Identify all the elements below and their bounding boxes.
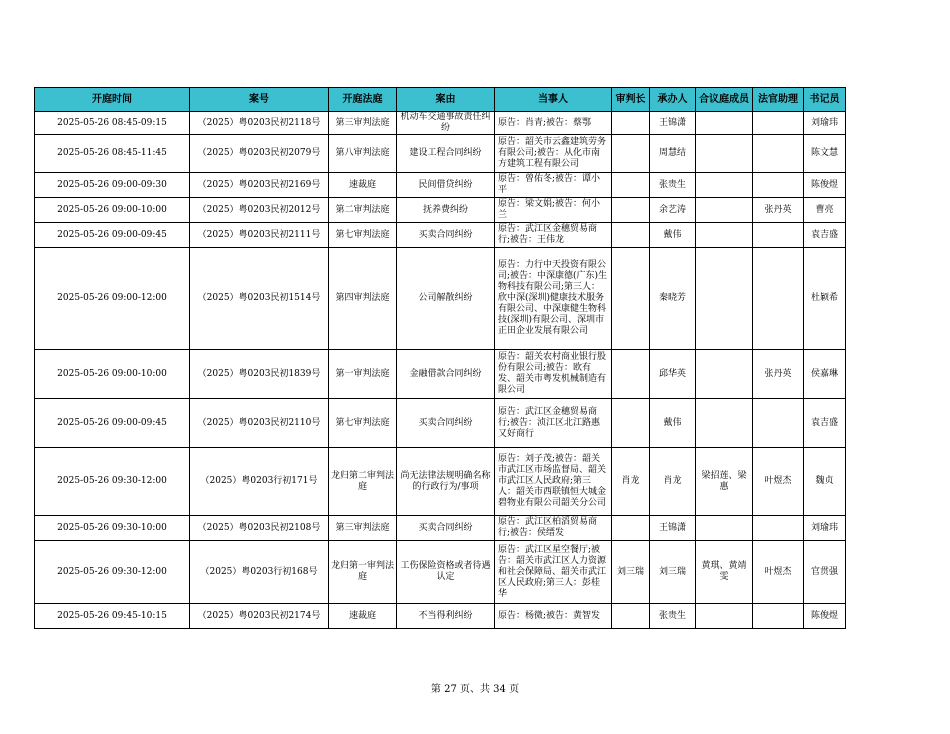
- judge-assistant-cell: [753, 135, 804, 173]
- courtroom-cell: 龙归第二审判法庭: [329, 448, 397, 516]
- hearing-time-cell: 2025-05-26 08:45-11:45: [35, 135, 190, 173]
- table-body: [35, 112, 846, 629]
- column-header: 合议庭成员: [696, 88, 753, 112]
- case-number-cell: （2025）粤0203民初1839号: [190, 350, 329, 399]
- hearing-time-cell: 2025-05-26 09:00-09:45: [35, 399, 190, 448]
- clerk-cell: 陈俊煜: [804, 604, 846, 629]
- presiding-judge-cell: [612, 135, 650, 173]
- presiding-judge-cell: [612, 516, 650, 541]
- clerk-cell: 刘瑜玮: [804, 112, 846, 135]
- presiding-judge-cell: [612, 604, 650, 629]
- panel-members-cell: 梁招莲、梁惠: [696, 448, 753, 516]
- judge-assistant-cell: [753, 399, 804, 448]
- table-row: [35, 604, 846, 629]
- clerk-cell: 袁吉盛: [804, 399, 846, 448]
- courtroom-cell: 第三审判法庭: [329, 112, 397, 135]
- courtroom-cell: 龙归第一审判法庭: [329, 541, 397, 604]
- clerk-cell: 魏贞: [804, 448, 846, 516]
- header-row: [35, 88, 846, 112]
- table-row: [35, 198, 846, 223]
- hearing-time-cell: 2025-05-26 09:00-10:00: [35, 198, 190, 223]
- table-row: [35, 448, 846, 516]
- cause-cell: 民间借贷纠纷: [397, 173, 495, 198]
- judge-assistant-cell: [753, 112, 804, 135]
- judge-assistant-cell: [753, 173, 804, 198]
- judge-assistant-cell: 叶煜杰: [753, 448, 804, 516]
- courtroom-cell: 速裁庭: [329, 604, 397, 629]
- handler-cell: 王锦潇: [650, 112, 696, 135]
- courtroom-cell: 速裁庭: [329, 173, 397, 198]
- parties-cell: 原告：武江区金穗贸易商行;被告：王伟龙: [495, 223, 612, 248]
- handler-cell: 张贵生: [650, 173, 696, 198]
- column-header: 审判长: [612, 88, 650, 112]
- handler-cell: 戴伟: [650, 399, 696, 448]
- column-header: 承办人: [650, 88, 696, 112]
- courtroom-cell: 第八审判法庭: [329, 135, 397, 173]
- cause-cell: 尚无法律法规明确名称的行政行为/事项: [397, 448, 495, 516]
- parties-cell: 原告：杨微;被告：黄智发: [495, 604, 612, 629]
- panel-members-cell: [696, 223, 753, 248]
- panel-members-cell: [696, 248, 753, 350]
- judge-assistant-cell: [753, 248, 804, 350]
- presiding-judge-cell: [612, 112, 650, 135]
- column-header: 案由: [397, 88, 495, 112]
- case-number-cell: （2025）粤0203民初2174号: [190, 604, 329, 629]
- parties-cell: 原告：武江区金穗贸易商行;被告：浈江区北江路惠又好商行: [495, 399, 612, 448]
- cause-cell: 工伤保险资格或者待遇认定: [397, 541, 495, 604]
- table-row: [35, 248, 846, 350]
- table-row: [35, 112, 846, 135]
- table-row: [35, 541, 846, 604]
- courtroom-cell: 第七审判法庭: [329, 223, 397, 248]
- courtroom-cell: 第四审判法庭: [329, 248, 397, 350]
- clerk-cell: 陈文慧: [804, 135, 846, 173]
- judge-assistant-cell: [753, 516, 804, 541]
- case-number-cell: （2025）粤0203民初2079号: [190, 135, 329, 173]
- presiding-judge-cell: [612, 198, 650, 223]
- hearing-time-cell: 2025-05-26 09:00-12:00: [35, 248, 190, 350]
- cause-cell: 建设工程合同纠纷: [397, 135, 495, 173]
- presiding-judge-cell: 刘三瑞: [612, 541, 650, 604]
- presiding-judge-cell: 肖龙: [612, 448, 650, 516]
- case-number-cell: （2025）粤0203行初171号: [190, 448, 329, 516]
- parties-cell: 原告：肖青;被告：蔡鄂: [495, 112, 612, 135]
- courtroom-cell: 第七审判法庭: [329, 399, 397, 448]
- clerk-cell: 刘瑜玮: [804, 516, 846, 541]
- column-header: 开庭时间: [35, 88, 190, 112]
- parties-cell: 原告：武江区柏滔贸易商行;被告：侯缙发: [495, 516, 612, 541]
- column-header: 开庭法庭: [329, 88, 397, 112]
- table-row: [35, 399, 846, 448]
- clerk-cell: 官贯强: [804, 541, 846, 604]
- parties-cell: 原告：武江区星空餐厅;被告：韶关市武江区人力资源和社会保障局、韶关市武江区人民政府;第三人：彭桂华: [495, 541, 612, 604]
- hearing-time-cell: 2025-05-26 09:00-09:45: [35, 223, 190, 248]
- table-row: [35, 223, 846, 248]
- column-header: 法官助理: [753, 88, 804, 112]
- cause-cell: 金融借款合同纠纷: [397, 350, 495, 399]
- panel-members-cell: [696, 516, 753, 541]
- judge-assistant-cell: [753, 604, 804, 629]
- column-header: 当事人: [495, 88, 612, 112]
- hearing-time-cell: 2025-05-26 09:45-10:15: [35, 604, 190, 629]
- cause-cell: 公司解散纠纷: [397, 248, 495, 350]
- handler-cell: 邱华英: [650, 350, 696, 399]
- judge-assistant-cell: 张丹英: [753, 350, 804, 399]
- parties-cell: 原告：力行中天投资有限公司;被告：中深康德(广东)生物科技有限公司;第三人：欣中深(深圳)健康技术服务有限公司、中深康健生物科技(深圳)有限公司、深圳市正田企业发展有限公司: [495, 248, 612, 350]
- case-number-cell: （2025）粤0203民初2110号: [190, 399, 329, 448]
- presiding-judge-cell: [612, 399, 650, 448]
- presiding-judge-cell: [612, 248, 650, 350]
- case-number-cell: （2025）粤0203民初2118号: [190, 112, 329, 135]
- judge-assistant-cell: 张丹英: [753, 198, 804, 223]
- table-row: [35, 350, 846, 399]
- hearing-time-cell: 2025-05-26 09:30-12:00: [35, 541, 190, 604]
- hearing-time-cell: 2025-05-26 08:45-09:15: [35, 112, 190, 135]
- column-header: 案号: [190, 88, 329, 112]
- table-row: [35, 135, 846, 173]
- handler-cell: 秦晓芳: [650, 248, 696, 350]
- clerk-cell: 侯嘉琳: [804, 350, 846, 399]
- handler-cell: 周慧结: [650, 135, 696, 173]
- panel-members-cell: [696, 350, 753, 399]
- clerk-cell: 曹亮: [804, 198, 846, 223]
- courtroom-cell: 第二审判法庭: [329, 198, 397, 223]
- clerk-cell: 陈俊煜: [804, 173, 846, 198]
- presiding-judge-cell: [612, 173, 650, 198]
- case-number-cell: （2025）粤0203民初2169号: [190, 173, 329, 198]
- parties-cell: 原告：梁文娟;被告：何小兰: [495, 198, 612, 223]
- judge-assistant-cell: [753, 223, 804, 248]
- hearing-time-cell: 2025-05-26 09:00-09:30: [35, 173, 190, 198]
- handler-cell: 刘三瑞: [650, 541, 696, 604]
- case-number-cell: （2025）粤0203民初2012号: [190, 198, 329, 223]
- cause-cell: 买卖合同纠纷: [397, 516, 495, 541]
- handler-cell: 王锦潇: [650, 516, 696, 541]
- hearing-time-cell: 2025-05-26 09:30-12:00: [35, 448, 190, 516]
- panel-members-cell: [696, 198, 753, 223]
- courtroom-cell: 第一审判法庭: [329, 350, 397, 399]
- panel-members-cell: [696, 135, 753, 173]
- panel-members-cell: 黄琪、黄靖雯: [696, 541, 753, 604]
- clerk-cell: 袁吉盛: [804, 223, 846, 248]
- handler-cell: 张贵生: [650, 604, 696, 629]
- parties-cell: 原告：韶关市云鑫建筑劳务有限公司;被告：从化市南方建筑工程有限公司: [495, 135, 612, 173]
- handler-cell: 肖龙: [650, 448, 696, 516]
- hearing-time-cell: 2025-05-26 09:00-10:00: [35, 350, 190, 399]
- panel-members-cell: [696, 173, 753, 198]
- panel-members-cell: [696, 399, 753, 448]
- case-number-cell: （2025）粤0203民初1514号: [190, 248, 329, 350]
- judge-assistant-cell: 叶煜杰: [753, 541, 804, 604]
- cause-cell: 机动车交通事故责任纠纷: [397, 112, 495, 135]
- case-number-cell: （2025）粤0203民初2108号: [190, 516, 329, 541]
- clerk-cell: 杜颖希: [804, 248, 846, 350]
- parties-cell: 原告：曾佑冬;被告：谭小平: [495, 173, 612, 198]
- parties-cell: 原告：刘子茂;被告：韶关市武江区市场监督局、韶关市武江区人民政府;第三人：韶关市西联镇恒大城金碧物业有限公司韶关分公司: [495, 448, 612, 516]
- cause-cell: 买卖合同纠纷: [397, 223, 495, 248]
- cause-cell: 买卖合同纠纷: [397, 399, 495, 448]
- court-schedule-table: [34, 87, 846, 629]
- column-header: 书记员: [804, 88, 846, 112]
- table-row: [35, 173, 846, 198]
- cause-cell: 不当得利纠纷: [397, 604, 495, 629]
- hearing-time-cell: 2025-05-26 09:30-10:00: [35, 516, 190, 541]
- table-row: [35, 516, 846, 541]
- parties-cell: 原告：韶关农村商业银行股份有限公司;被告：欧有发、韶关市粤发机械制造有限公司: [495, 350, 612, 399]
- presiding-judge-cell: [612, 223, 650, 248]
- panel-members-cell: [696, 112, 753, 135]
- page-number: 第 27 页、共 34 页: [430, 684, 520, 695]
- cause-cell: 抚养费纠纷: [397, 198, 495, 223]
- case-number-cell: （2025）粤0203民初2111号: [190, 223, 329, 248]
- presiding-judge-cell: [612, 350, 650, 399]
- case-number-cell: （2025）粤0203行初168号: [190, 541, 329, 604]
- courtroom-cell: 第三审判法庭: [329, 516, 397, 541]
- panel-members-cell: [696, 604, 753, 629]
- handler-cell: 余艺涛: [650, 198, 696, 223]
- handler-cell: 戴伟: [650, 223, 696, 248]
